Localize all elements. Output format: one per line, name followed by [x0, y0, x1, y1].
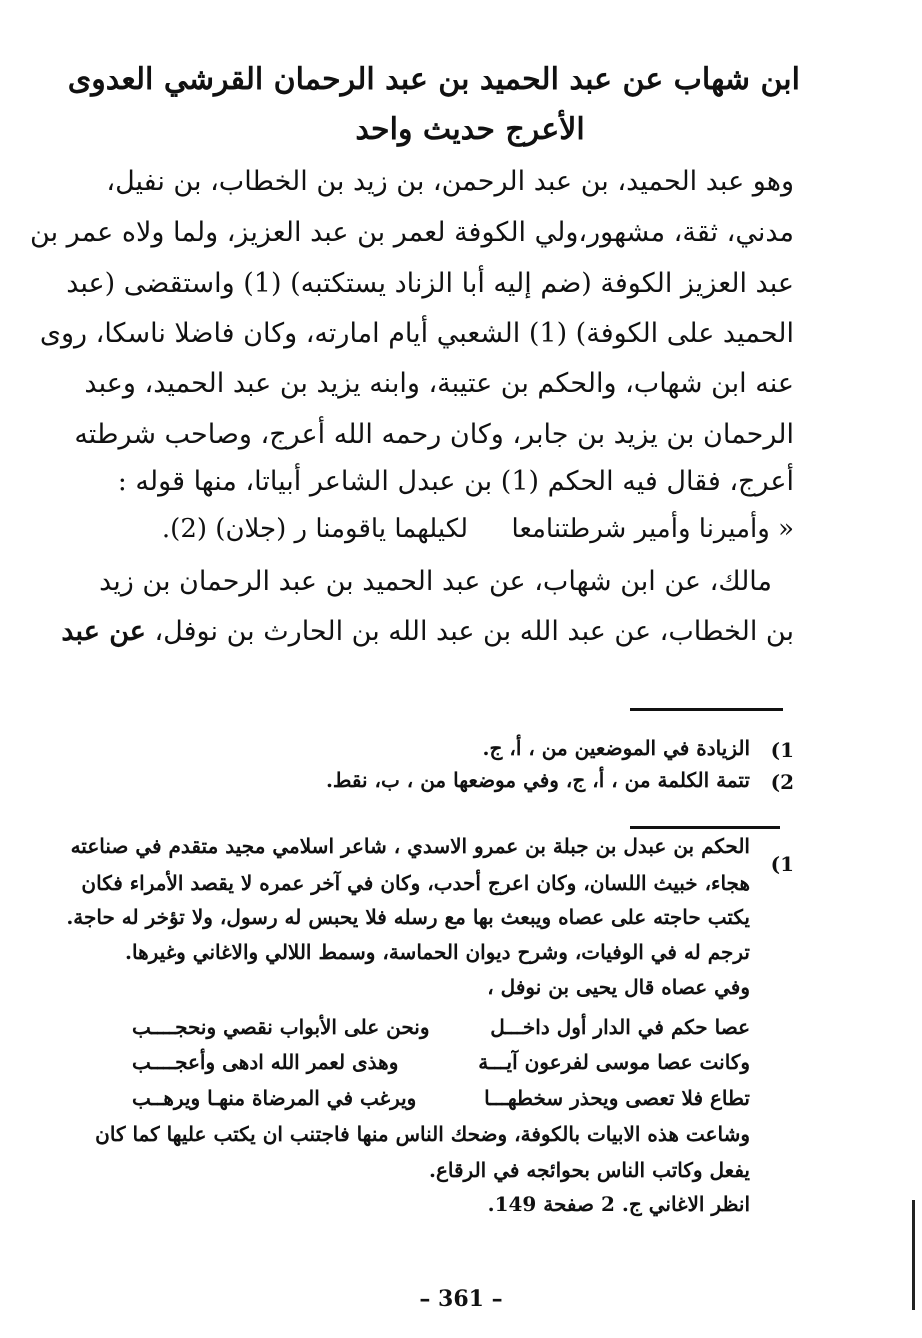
footnote-line: يكتب حاجته على عصاه ويبعث بها مع رسله فلا يحبس له رسول، ولا تؤخر له حاجة. [66, 905, 750, 929]
poem-left-hemistich: ويرغب في المرضاة منهـا ويرهــب [132, 1086, 417, 1110]
footnote-separator [630, 826, 780, 829]
footnote-line: انظر الاغاني ج. 2 صفحة 149. [487, 1192, 750, 1216]
footnote-line: يفعل وكاتب الناس بحوائجه في الرقاع. [429, 1158, 750, 1182]
body-line: الرحمان بن يزيد بن جابر، وكان رحمه الله أعرج، وصاحب شرطته [74, 419, 794, 450]
verse-first-hemistich: « وأميرنا وأمير شرطتنامعا [511, 514, 794, 544]
footnote-line: هجاء، خبيث اللسان، وكان اعرج أحدب، وكان في آخر عمره لا يقصد الأمراء فكان [81, 871, 750, 895]
body-line: أعرج، فقال فيه الحكم (1) بن عبدل الشاعر أبياتا، منها قوله : [117, 466, 794, 497]
footnote-line: ترجم له في الوفيات، وشرح ديوان الحماسة، وسمط اللالي والاغاني وغيرها. [125, 940, 750, 964]
footnote-line: الحكم بن عبدل بن جبلة بن عمرو الاسدي ، شاعر اسلامي مجيد متقدم في صناعته [70, 834, 750, 858]
footnote-number: 1) [770, 738, 794, 762]
poem-left-hemistich: ونحن على الأبواب نقصي ونحجــــب [132, 1015, 430, 1039]
footnote-text: الزيادة في الموضعين من ، أ، ج. [482, 736, 750, 760]
poem-right-hemistich: وكانت عصا موسى لفرعون آيـــة [478, 1050, 750, 1074]
poem-right-hemistich: تطاع فلا تعصى ويحذر سخطهـــا [484, 1086, 750, 1110]
footnote-number: 2) [770, 770, 794, 794]
footnote-line: وفي عصاه قال يحيى بن نوفل ، [487, 975, 750, 999]
chapter-heading-line-2: الأعرج حديث واحد [355, 112, 585, 147]
hadith-line-2-text: بن الخطاب، عن عبد الله بن عبد الله بن الحارث بن نوفل، [154, 616, 794, 647]
body-line: وهو عبد الحميد، بن عبد الرحمن، بن زيد بن الخطاب، بن نفيل، [106, 166, 794, 197]
poem-left-hemistich: وهذى لعمر الله ادهى وأعجــــب [132, 1050, 399, 1074]
chapter-heading-line-1: ابن شهاب عن عبد الحميد بن عبد الرحمان القرشي العدوى [67, 62, 800, 97]
poem-right-hemistich: عصا حكم في الدار أول داخـــل [490, 1015, 750, 1039]
body-line: الحميد على الكوفة) (1) الشعبي أيام امارته، وكان فاضلا ناسكا، روى [39, 318, 794, 349]
hadith-line-2-bold: عن عبد [61, 616, 146, 647]
footnote-text: تتمة الكلمة من ، أ، ج، وفي موضعها من ، ب، نقط. [325, 768, 750, 792]
body-line: عنه ابن شهاب، والحكم بن عتيبة، وابنه يزيد بن عبد الحميد، وعبد [84, 368, 794, 399]
page-number: – 361 – [419, 1286, 503, 1312]
hadith-line-1: مالك، عن ابن شهاب، عن عبد الحميد بن عبد الرحمان بن زيد [99, 566, 772, 597]
scan-edge [912, 1200, 915, 1310]
footnote-separator [630, 708, 783, 711]
footnote-number: 1) [770, 852, 794, 876]
body-line: عبد العزيز الكوفة (ضم إليه أبا الزناد يستكتبه) (1) واستقضى (عبد [66, 268, 794, 299]
verse-second-hemistich: لكيلهما ياقومنا ر (جلان) (2). [161, 514, 468, 544]
hadith-line-2 [61, 616, 794, 647]
footnote-line: وشاعت هذه الابيات بالكوفة، وضحك الناس منها فاجتنب ان يكتب عليها كما كان [95, 1122, 750, 1146]
body-line: مدني، ثقة، مشهور،ولي الكوفة لعمر بن عبد العزيز، ولما ولاه عمر بن [30, 217, 794, 248]
